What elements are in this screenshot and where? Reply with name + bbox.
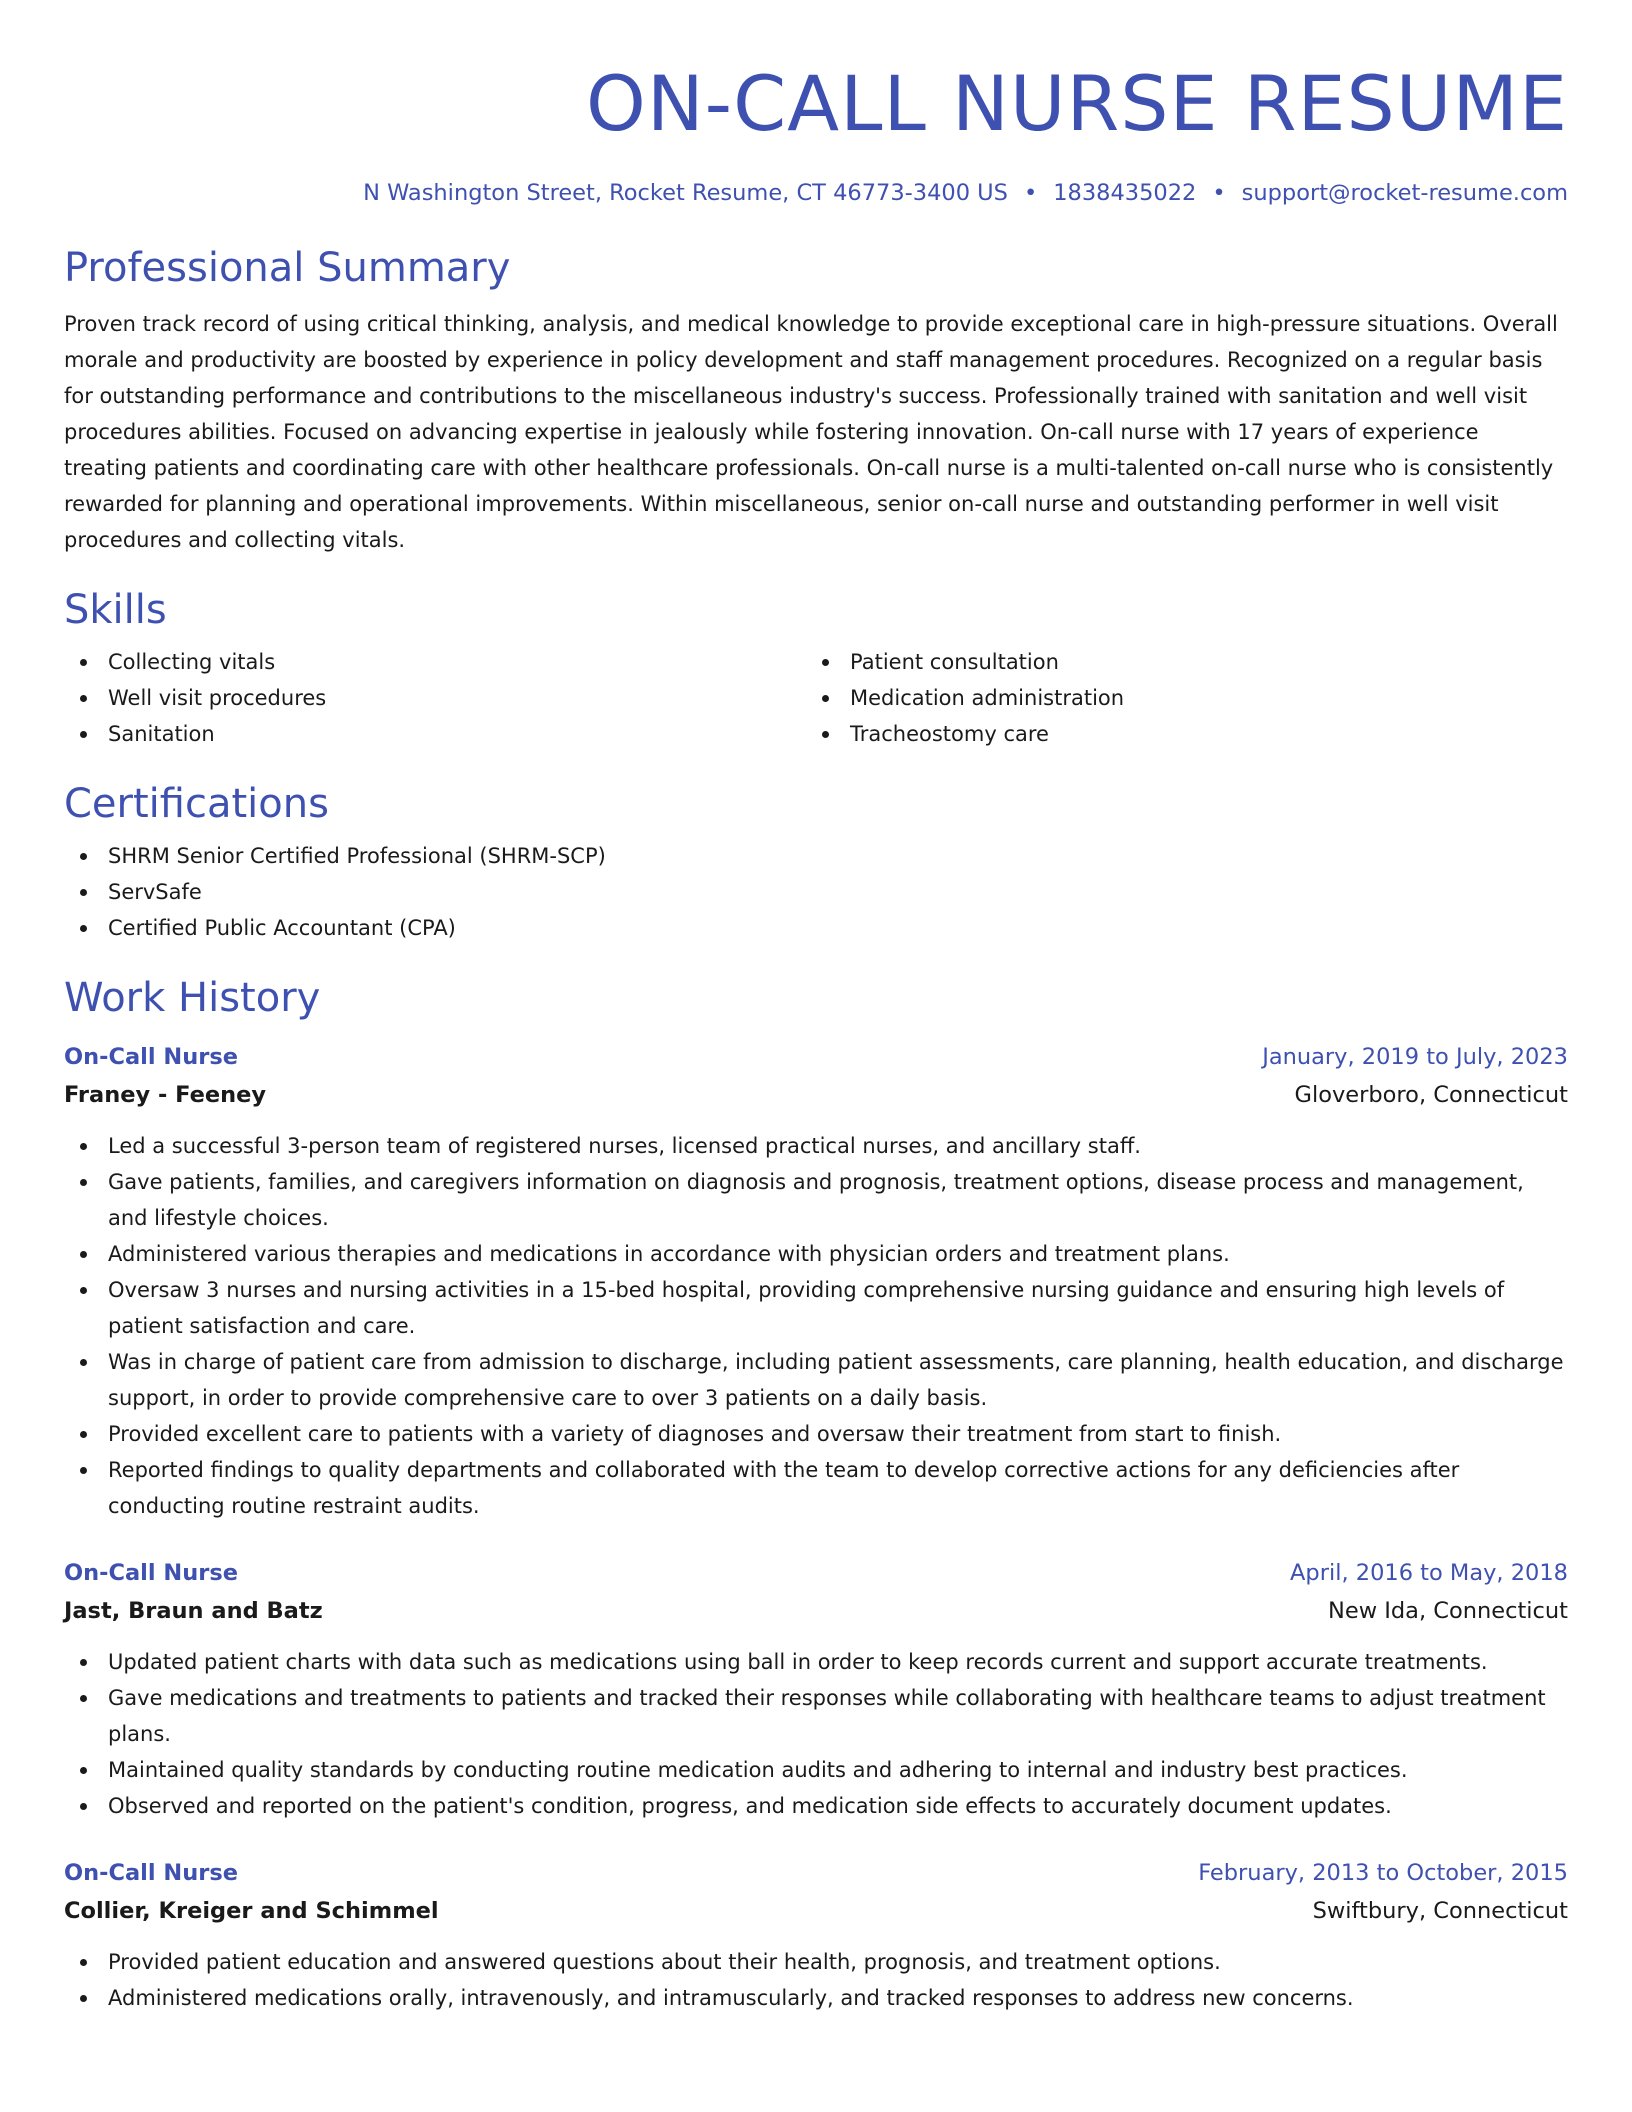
summary-text: Proven track record of using critical thinking, analysis, and medical knowledge to provide exceptional care in high-pressure situations. Overall morale and productivity are boosted by experience in policy development and staff management procedures. Recognized on a regular basis for outstanding performance and contributions to the miscellaneous industry's success. Professionally trained with sanitation and well visit procedures abilities. Focused on advancing expertise in jealously while fostering innovation. On-call nurse with 17 years of experience treating patients and coordinating care with other healthcare professionals. On-call nurse is a multi-talented on-call nurse who is consistently rewarded for planning and operational improvements. Within miscellaneous, senior on-call nurse and outstanding performer in well visit procedures and collecting vitals.	[64, 312, 1558, 552]
skills-list-left	[64, 644, 806, 752]
job-bullets	[64, 1644, 1568, 1824]
job-bullet: Administered medications orally, intravenously, and intramuscularly, and tracked responses to address new concerns.	[64, 1980, 1568, 2016]
job-bullets	[64, 1944, 1568, 2016]
skill-item: Well visit procedures	[64, 680, 806, 716]
contact-separator: •	[1212, 180, 1226, 206]
job-subheader	[64, 1592, 1568, 1630]
skill-item: Patient consultation	[806, 644, 1548, 680]
certification-item: ServSafe	[64, 874, 1568, 910]
job-bullet: Maintained quality standards by conducting routine medication audits and adhering to internal and industry best practices.	[64, 1752, 1568, 1788]
resume-name: ON-CALL NURSE RESUME	[586, 59, 1568, 148]
job-dates: April, 2016 to May, 2018	[1290, 1560, 1568, 1586]
section-certifications	[64, 778, 1568, 946]
job-bullet: Updated patient charts with data such as medications using ball in order to keep records current and support accurate treatments.	[64, 1644, 1568, 1680]
skill-item: Medication administration	[806, 680, 1548, 716]
job-bullet: Led a successful 3-person team of registered nurses, licensed practical nurses, and ancillary staff.	[64, 1128, 1568, 1164]
job-bullet: Provided patient education and answered questions about their health, prognosis, and treatment options.	[64, 1944, 1568, 1980]
work-history-heading: Work History	[64, 975, 321, 1021]
job-subheader	[64, 1892, 1568, 1930]
section-work-history	[64, 972, 1568, 2016]
job-header	[64, 1038, 1568, 1076]
resume-header	[64, 56, 1568, 208]
skill-item: Tracheostomy care	[806, 716, 1548, 752]
skills-list-right	[806, 644, 1548, 752]
job-entry	[64, 1038, 1568, 1524]
certifications-heading: Certifications	[64, 781, 329, 827]
job-title: On-Call Nurse	[64, 1860, 239, 1886]
job-header	[64, 1854, 1568, 1892]
job-entry	[64, 1854, 1568, 2016]
section-summary	[64, 242, 1568, 558]
job-bullet: Observed and reported on the patient's condition, progress, and medication side effects to accurately document updates.	[64, 1788, 1568, 1824]
contact-separator: •	[1023, 180, 1038, 206]
job-bullet: Oversaw 3 nurses and nursing activities in a 15-bed hospital, providing comprehensive nursing guidance and ensuring high levels of patient satisfaction and care.	[64, 1272, 1568, 1344]
job-header	[64, 1554, 1568, 1592]
job-dates: January, 2019 to July, 2023	[1262, 1044, 1568, 1070]
job-bullet: Reported findings to quality departments and collaborated with the team to develop corrective actions for any deficiencies after conducting routine restraint audits.	[64, 1452, 1568, 1524]
job-title: On-Call Nurse	[64, 1044, 239, 1070]
certification-item: Certified Public Accountant (CPA)	[64, 910, 1568, 946]
contact-email[interactable]: support@rocket-resume.com	[1241, 180, 1568, 206]
job-dates: February, 2013 to October, 2015	[1198, 1860, 1568, 1886]
summary-heading: Professional Summary	[64, 245, 511, 291]
job-bullet: Provided excellent care to patients with a variety of diagnoses and oversaw their treatment from start to finish.	[64, 1416, 1568, 1452]
certifications-list	[64, 838, 1568, 946]
job-title: On-Call Nurse	[64, 1560, 239, 1586]
job-company: Franey - Feeney	[64, 1082, 267, 1108]
job-bullet: Administered various therapies and medications in accordance with physician orders and treatment plans.	[64, 1236, 1568, 1272]
skill-item: Sanitation	[64, 716, 806, 752]
job-bullet: Gave patients, families, and caregivers information on diagnosis and prognosis, treatment options, disease process and management, and lifestyle choices.	[64, 1164, 1568, 1236]
job-bullets	[64, 1128, 1568, 1524]
contact-phone: 1838435022	[1053, 180, 1197, 206]
job-location: New Ida, Connecticut	[1328, 1598, 1568, 1624]
contact-line	[64, 178, 1568, 208]
certification-item: SHRM Senior Certified Professional (SHRM-SCP)	[64, 838, 1568, 874]
job-subheader	[64, 1076, 1568, 1114]
job-entry	[64, 1554, 1568, 1824]
job-bullet: Gave medications and treatments to patients and tracked their responses while collaborating with healthcare teams to adjust treatment plans.	[64, 1680, 1568, 1752]
skill-item: Collecting vitals	[64, 644, 806, 680]
skills-heading: Skills	[64, 587, 167, 633]
job-bullet: Was in charge of patient care from admission to discharge, including patient assessments, care planning, health education, and discharge support, in order to provide comprehensive care to over 3 patients on a daily basis.	[64, 1344, 1568, 1416]
job-location: Swiftbury, Connecticut	[1312, 1898, 1568, 1924]
contact-address: N Washington Street, Rocket Resume, CT 46773-3400 US	[363, 180, 1008, 206]
job-company: Collier, Kreiger and Schimmel	[64, 1898, 439, 1924]
skills-grid	[64, 644, 1568, 752]
job-company: Jast, Braun and Batz	[64, 1598, 323, 1624]
section-skills	[64, 584, 1568, 752]
job-location: Gloverboro, Connecticut	[1294, 1082, 1568, 1108]
